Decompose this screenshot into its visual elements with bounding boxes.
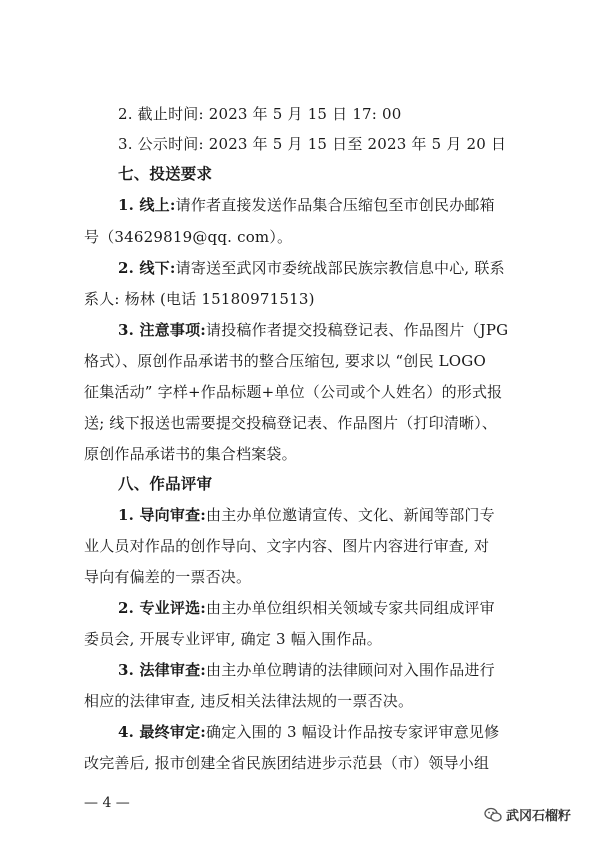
bold-label: 1. 线上: [118,196,176,214]
bold-label: 2. 线下: [118,259,176,277]
paragraph-legal [118,660,495,680]
text: 由主办单位组织相关领域专家共同组成评审 [206,599,495,617]
text: 请投稿作者提交投稿登记表、作品图片（JPG [206,321,509,339]
paragraph-notes [118,320,508,340]
wechat-icon [484,807,502,823]
paragraph-expert [118,598,495,618]
paragraph-line: 委员会, 开展专业评审, 确定 3 幅入围作品。 [84,630,382,648]
section-heading-8: 八、作品评审 [118,475,213,493]
paragraph-line: 系人: 杨林 (电话 15180971513) [84,290,315,308]
text: 2. 截止时间: 2023 年 5 月 15 日 17: 00 [118,105,402,123]
watermark-text: 武冈石榴籽 [506,809,572,824]
paragraph-offline [118,258,505,278]
paragraph-line: 相应的法律审查, 违反相关法律法规的一票否决。 [84,692,414,710]
deadline-line [118,104,402,124]
page-number: — 4 — [84,795,130,811]
paragraph-line: 送; 线下报送也需要提交投稿登记表、作品图片（打印清晰）、 [84,414,498,432]
paragraph-line: 业人员对作品的创作导向、文字内容、图片内容进行审查, 对 [84,537,490,555]
text: 由主办单位聘请的法律顾问对入围作品进行 [206,661,495,679]
bold-label: 4. 最终审定: [118,723,207,741]
paragraph-line: 导向有偏差的一票否决。 [84,568,252,586]
paragraph-line: 格式）、原创作品承诺书的整合压缩包, 要求以 “创民 LOGO [84,352,486,370]
bold-label: 2. 专业评选: [118,599,207,617]
text: 请作者直接发送作品集合压缩包至市创民办邮箱 [175,196,495,214]
text: 确定入围的 3 幅设计作品按专家评审意见修 [206,723,500,741]
text: 3. 公示时间: 2023 年 5 月 15 日至 2023 年 5 月 20 日 [118,135,507,153]
publicity-line [118,134,506,154]
text: 由主办单位邀请宣传、文化、新闻等部门专 [206,506,495,524]
paragraph-line: 征集活动” 字样+作品标题+单位（公司或个人姓名）的形式报 [84,383,503,401]
wechat-watermark [484,805,571,824]
bold-label: 1. 导向审查: [118,506,207,524]
paragraph-line: 号（34629819@qq. com）。 [84,228,293,246]
bold-label: 3. 注意事项: [118,321,207,339]
bold-label: 3. 法律审查: [118,661,207,679]
paragraph-line: 原创作品承诺书的集合档案袋。 [84,445,297,463]
paragraph-final [118,722,499,742]
text: 请寄送至武冈市委统战部民族宗教信息中心, 联系 [175,259,505,277]
section-heading-7: 七、投送要求 [118,165,213,183]
paragraph-guidance [118,505,495,525]
paragraph-line: 改完善后, 报市创建全省民族团结进步示范县（市）领导小组 [84,754,490,772]
paragraph-online [118,195,495,215]
